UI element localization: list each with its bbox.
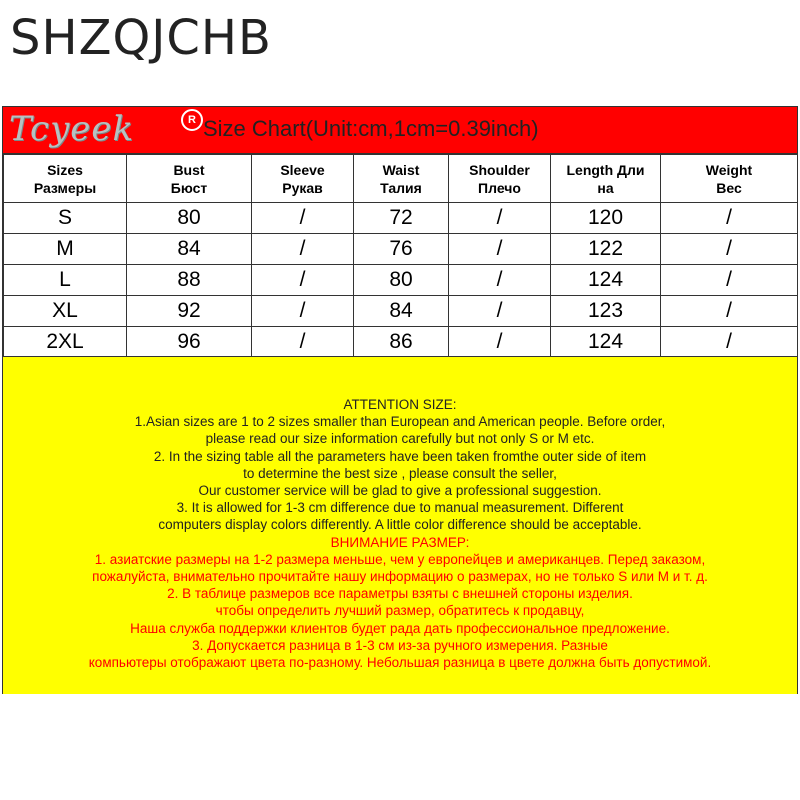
table-cell: 2XL xyxy=(4,327,127,358)
table-cell: / xyxy=(252,327,354,358)
brand-name: SHZQJCHB xyxy=(10,10,272,66)
table-cell: 123 xyxy=(551,296,661,327)
table-cell: 124 xyxy=(551,327,661,358)
notice-line: ВНИМАНИЕ РАЗМЕР: xyxy=(330,534,470,550)
table-cell: 84 xyxy=(354,296,449,327)
column-header-ru: Рукав xyxy=(282,179,323,196)
notice-line: 2. В таблице размеров все параметры взяты с внешней стороны изделия. xyxy=(167,586,633,602)
notice-line: please read our size information carefully but not only S or M etc. xyxy=(205,431,595,447)
table-cell: S xyxy=(4,203,127,234)
column-header-ru: Талия xyxy=(380,179,422,196)
notice-line: to determine the best size , please consult the seller, xyxy=(243,465,557,481)
attention-notice-russian xyxy=(3,534,797,672)
table-cell: 120 xyxy=(551,203,661,234)
table-row xyxy=(4,296,798,327)
table-cell: 72 xyxy=(354,203,449,234)
table-cell: / xyxy=(661,296,798,327)
column-header xyxy=(661,155,798,203)
table-cell: / xyxy=(661,265,798,296)
table-cell: / xyxy=(449,234,551,265)
table-cell: / xyxy=(449,327,551,358)
notice-line: 3. Допускается разница в 1-3 см из-за ручного измерения. Разные xyxy=(192,637,608,653)
table-row xyxy=(4,265,798,296)
column-header xyxy=(354,155,449,203)
table-cell: 96 xyxy=(127,327,252,358)
notice-line: 1.Asian sizes are 1 to 2 sizes smaller than European and American people. Before order, xyxy=(134,414,666,430)
table-cell: 84 xyxy=(127,234,252,265)
column-header xyxy=(127,155,252,203)
size-table-header-row xyxy=(4,155,798,203)
column-header-en: Sizes xyxy=(47,161,83,178)
table-cell: 124 xyxy=(551,265,661,296)
table-cell: 80 xyxy=(127,203,252,234)
notice-line: 1. азиатские размеры на 1-2 размера меньше, чем у европейцев и американцев. Перед заказом, xyxy=(94,551,706,567)
notice-line: компьютеры отображают цвета по-разному. Небольшая разница в цвете должна быть допустимой. xyxy=(88,655,712,671)
size-chart-header-band xyxy=(3,107,797,154)
table-cell: XL xyxy=(4,296,127,327)
notice-line: computers display colors differently. A little color difference should be acceptable. xyxy=(158,517,642,533)
table-cell: 122 xyxy=(551,234,661,265)
table-cell: 92 xyxy=(127,296,252,327)
notice-line: 3. It is allowed for 1-3 cm difference due to manual measurement. Different xyxy=(176,500,624,516)
table-cell: 86 xyxy=(354,327,449,358)
table-cell: L xyxy=(4,265,127,296)
notice-line: пожалуйста, внимательно прочитайте нашу информацию о размерах, но не только S или M и т. д. xyxy=(92,569,708,585)
table-cell: / xyxy=(661,327,798,358)
size-table-body xyxy=(4,203,798,358)
column-header-ru: Бюст xyxy=(170,179,208,196)
table-cell: / xyxy=(252,234,354,265)
size-chart-title: Size Chart(Unit:cm,1cm=0.39inch) xyxy=(203,116,539,141)
column-header-ru: на xyxy=(597,179,614,196)
column-header-en: Waist xyxy=(382,161,420,178)
notice-line: чтобы определить лучший размер, обратитесь к продавцу, xyxy=(215,603,585,619)
column-header-en: Weight xyxy=(705,161,753,178)
column-header xyxy=(252,155,354,203)
table-row xyxy=(4,327,798,358)
attention-notice xyxy=(3,356,797,694)
notice-line: ATTENTION SIZE: xyxy=(343,397,457,412)
size-table xyxy=(3,154,798,358)
column-header xyxy=(449,155,551,203)
column-header xyxy=(4,155,127,203)
table-cell: 80 xyxy=(354,265,449,296)
column-header xyxy=(551,155,661,203)
attention-notice-english xyxy=(3,357,797,534)
column-header-ru: Плечо xyxy=(478,179,521,196)
column-header-en: Sleeve xyxy=(280,161,325,178)
column-header-en: Shoulder xyxy=(469,161,530,178)
table-cell: / xyxy=(252,265,354,296)
column-header-en: Bust xyxy=(173,161,205,178)
column-header-ru: Вес xyxy=(716,179,742,196)
table-row xyxy=(4,234,798,265)
tcyeek-logo: Tcyeek xyxy=(9,109,135,149)
table-cell: / xyxy=(252,296,354,327)
size-chart xyxy=(2,106,798,694)
registered-mark-icon: R xyxy=(181,109,203,131)
notice-line: 2. In the sizing table all the parameters have been taken fromthe outer side of item xyxy=(153,448,647,464)
table-cell: 76 xyxy=(354,234,449,265)
table-row xyxy=(4,203,798,234)
table-cell: / xyxy=(449,296,551,327)
table-cell: / xyxy=(661,203,798,234)
table-cell: / xyxy=(449,203,551,234)
column-header-ru: Размеры xyxy=(33,179,97,196)
table-cell: / xyxy=(661,234,798,265)
table-cell: M xyxy=(4,234,127,265)
table-cell: / xyxy=(252,203,354,234)
notice-line: Наша служба поддержки клиентов будет рада дать профессиональное предложение. xyxy=(130,620,670,636)
column-header-en: Length Дли xyxy=(566,161,645,178)
table-cell: 88 xyxy=(127,265,252,296)
table-cell: / xyxy=(449,265,551,296)
notice-line: Our customer service will be glad to give a professional suggestion. xyxy=(198,483,602,499)
